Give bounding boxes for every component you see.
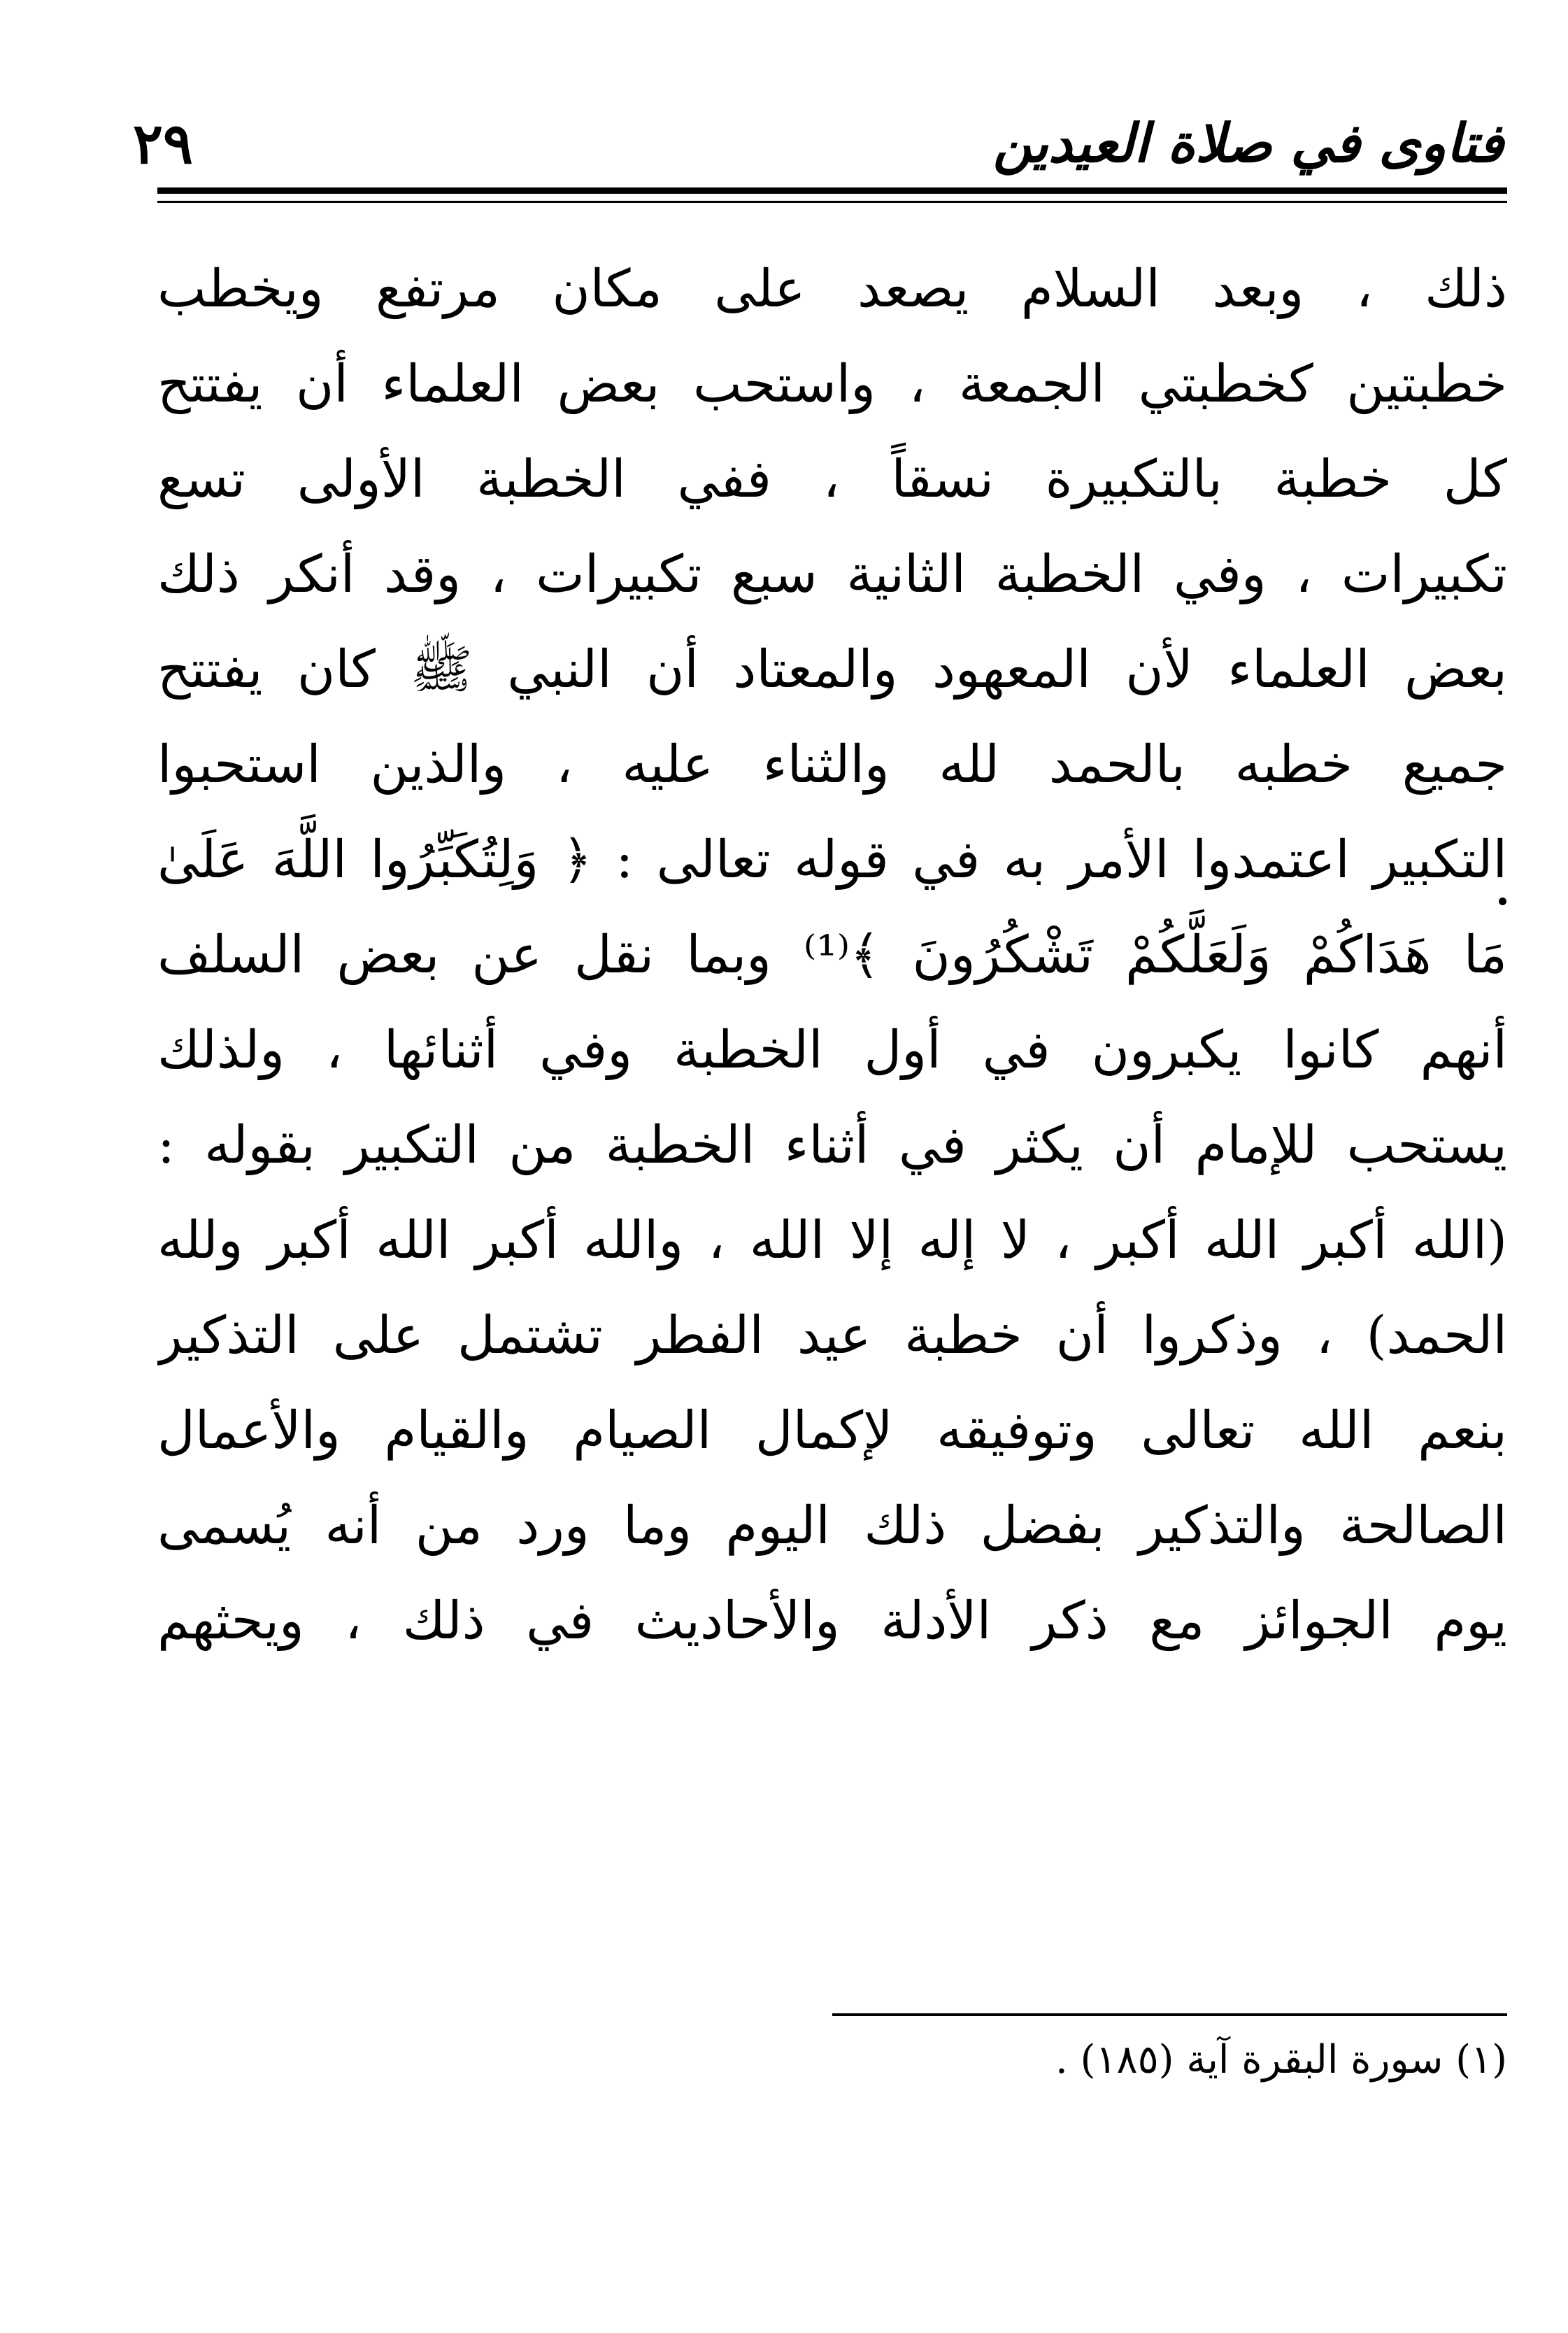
text-line: أنهم كانوا يكبرون في أول الخطبة وفي أثنائها ، ولذلك [157,1020,1507,1080]
footnote: (١) سورة البقرة آية (١٨٥) . [1055,2037,1507,2083]
book-title: فتاوى في صلاة العيدين [992,112,1504,174]
text-line: كل خطبة بالتكبيرة نسقاً ، ففي الخطبة الأولى تسع [157,449,1507,509]
header-rule-thick [157,187,1507,194]
text-line: تكبيرات ، وفي الخطبة الثانية سبع تكبيرات ، وقد أنكر ذلك [157,544,1507,604]
running-header [133,105,1504,182]
text-line: التكبير اعتمدوا الأمر به في قوله تعالى : ﴿ وَلِتُكَبِّرُوا اللَّهَ عَلَىٰ [157,830,1507,890]
text-line: يستحب للإمام أن يكثر في أثناء الخطبة من التكبير بقوله : [157,1115,1507,1175]
body-text [157,241,1507,1668]
text-line: الحمد) ، وذكروا أن خطبة عيد الفطر تشتمل على التذكير [157,1305,1507,1366]
page-number: ٢٩ [133,111,193,176]
text-line: الصالحة والتذكير بفضل ذلك اليوم وما ورد من أنه يُسمى [157,1496,1507,1556]
text-line: خطبتين كخطبتي الجمعة ، واستحب بعض العلماء أن يفتتح [157,354,1507,414]
text-line: بنعم الله تعالى وتوفيقه لإكمال الصيام والقيام والأعمال [157,1400,1507,1461]
text-line: جميع خطبه بالحمد لله والثناء عليه ، والذين استحبوا [157,735,1507,795]
header-rule-thin [157,201,1507,203]
text-line: يوم الجوائز مع ذكر الأدلة والأحاديث في ذلك ، ويحثهم [157,1591,1507,1651]
text-line: بعض العلماء لأن المعهود والمعتاد أن النبي ﷺ كان يفتتح [157,639,1507,700]
footnote-rule [832,2013,1507,2016]
text-line: ذلك ، وبعد السلام يصعد على مكان مرتفع ويخطب [157,259,1507,319]
text-line: (الله أكبر الله أكبر ، لا إله إلا الله ، والله أكبر الله أكبر ولله [157,1210,1507,1270]
text-line: مَا هَدَاكُمْ وَلَعَلَّكُمْ تَشْكُرُونَ ﴾⁽¹⁾ وبما نقل عن بعض السلف [157,925,1507,985]
